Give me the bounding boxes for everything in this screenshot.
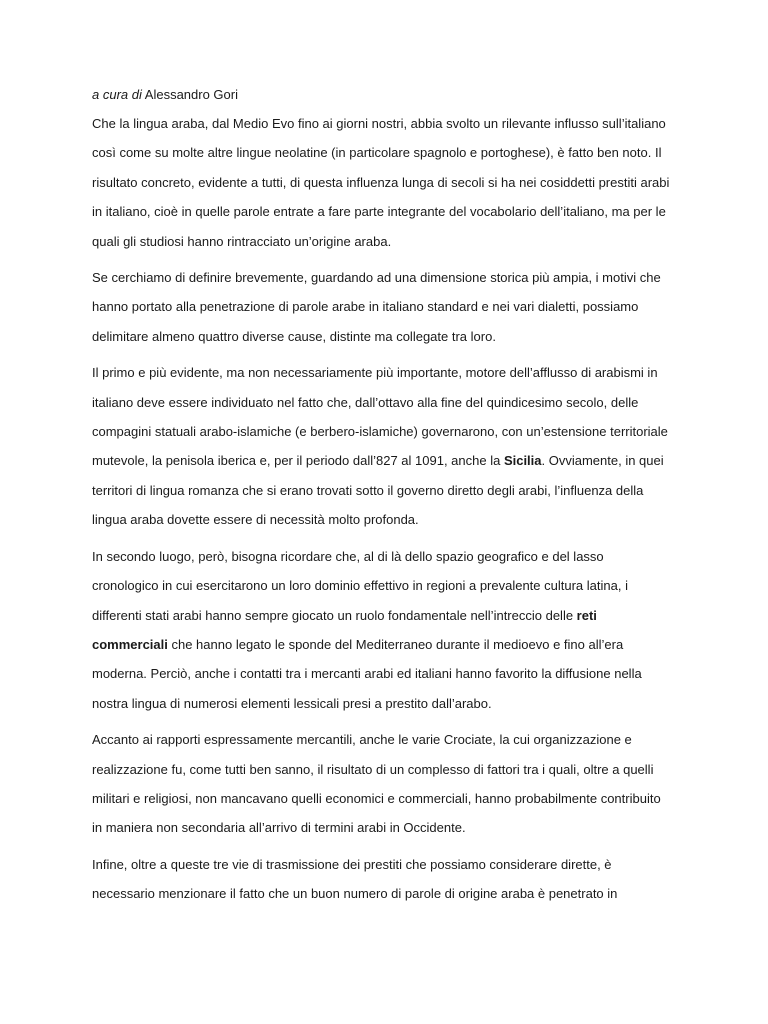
byline: [92, 84, 672, 109]
paragraph-text: Accanto ai rapporti espressamente mercantili, anche le varie Crociate, la cui organizzazione e realizzazione fu, come tutti ben sanno, il risultato di un complesso di fattori tra i quali, oltre a quelli militari e religiosi, non mancavano quelli economici e commerciali, hanno probabilmente contribuito in maniera non secondaria all’arrivo di termini arabi in Occidente.: [92, 732, 661, 836]
paragraph-text: Infine, oltre a queste tre vie di trasmissione dei prestiti che possiamo considerare dirette, è necessario menzionare il fatto che un buon numero di parole di origine araba è penetrato in: [92, 856, 618, 902]
paragraph-text: Il primo e più evidente, ma non necessariamente più importante, motore dell’afflusso di arabismi in italiano deve essere individuato nel fatto che, dall’ottavo alla fine del quindicesimo secolo, delle compagini statuali arabo-islamiche (e berbero-islamiche) governarono, con un’estensione territoriale mutevole, la penisola iberica e, per il periodo dall’827 al 1091, anche la: [92, 365, 668, 469]
byline-prefix: a cura di: [92, 87, 142, 102]
paragraph-text: . Ovviamente, in quei territori di lingua romanza che si erano trovati sotto il governo diretto degli arabi, l’influenza della lingua araba dovette essere di necessità molto profonda.: [92, 453, 664, 528]
paragraph-text: Se cerchiamo di definire brevemente, guardando ad una dimensione storica più ampia, i motivi che hanno portato alla penetrazione di parole arabe in italiano standard e nei vari dialetti, possiamo delimitare almeno quattro diverse cause, distinte ma collegate tra loro.: [92, 270, 661, 344]
paragraph-text: che hanno legato le sponde del Mediterraneo durante il medioevo e fino all’era moderna. Perciò, anche i contatti tra i mercanti arabi ed italiani hanno favorito la diffusione nella nostra lingua di numerosi elementi lessicali presi a prestito dall’arabo.: [92, 636, 642, 711]
paragraph-6: [92, 850, 672, 909]
paragraph-4: [92, 542, 672, 718]
byline-author: Alessandro Gori: [144, 87, 238, 102]
paragraph-3: [92, 358, 672, 534]
document-page: [92, 84, 672, 916]
paragraph-2: [92, 263, 672, 351]
paragraph-5: [92, 725, 672, 843]
paragraph-text: In secondo luogo, però, bisogna ricordare che, al di là dello spazio geografico e del lasso cronologico in cui esercitarono un loro dominio effettivo in regioni a prevalente cultura latina, i differenti stati arabi hanno sempre giocato un ruolo fondamentale nell’intreccio delle: [92, 548, 628, 623]
bold-term-reti-commerciali: reti commerciali: [92, 607, 597, 652]
paragraph-text: Che la lingua araba, dal Medio Evo fino ai giorni nostri, abbia svolto un rilevante influsso sull’italiano così come su molte altre lingue neolatine (in particolare spagnolo e portoghese), è fatto ben noto. Il risultato concreto, evidente a tutti, di questa influenza lunga di secoli si ha nei cosiddetti prestiti arabi in italiano, cioè in quelle parole entrate a fare parte integrante del vocabolario dell’italiano, ma per le quali gli studiosi hanno rintracciato un’origine araba.: [92, 116, 670, 249]
paragraph-1: [92, 109, 672, 256]
bold-term-sicilia: Sicilia: [503, 453, 542, 469]
